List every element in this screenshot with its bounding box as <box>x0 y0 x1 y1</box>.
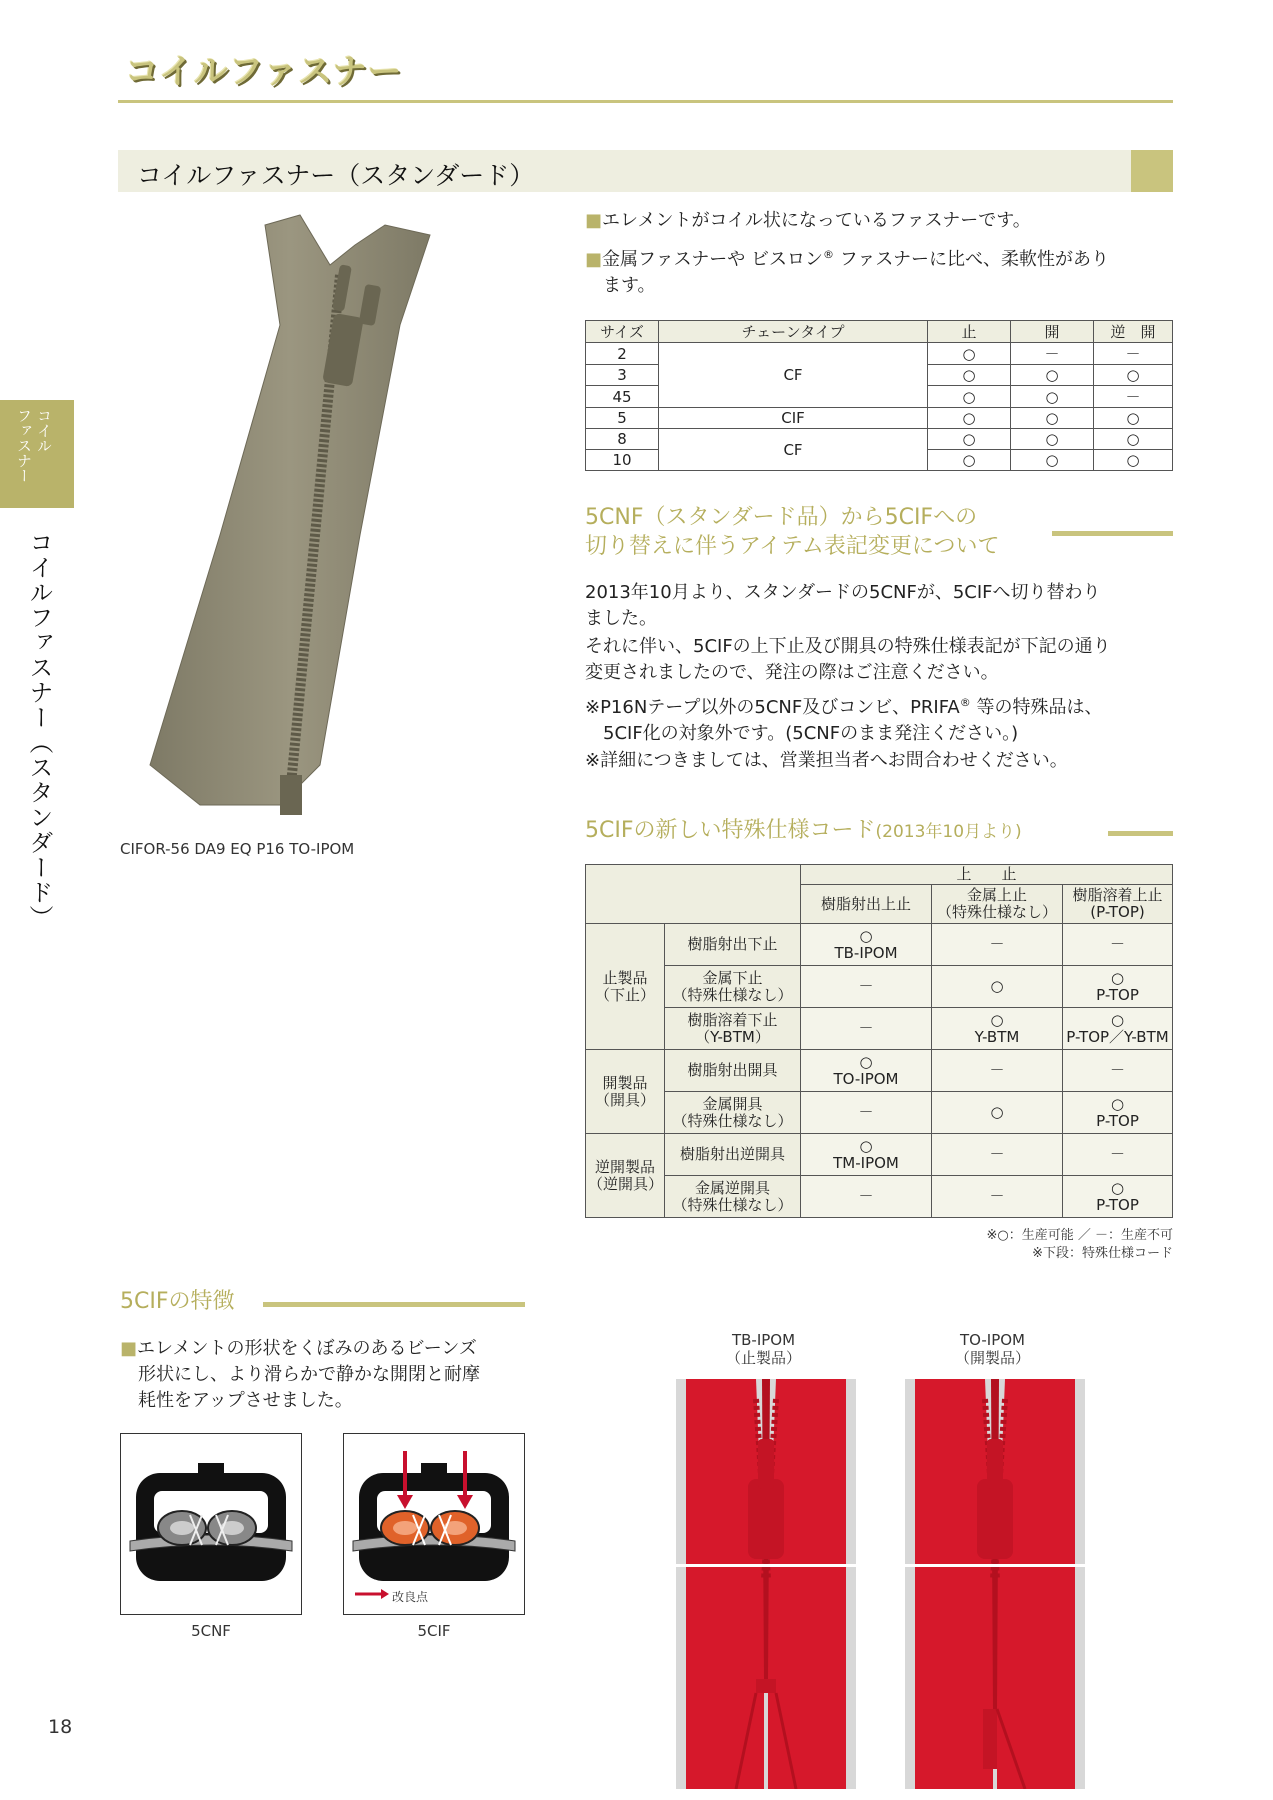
feature-text: ■エレメントの形状をくぼみのあるビーンズ 形状にし、より滑らかで静かな開閉と耐摩 耗性をアップさせました。 <box>120 1338 480 1411</box>
notice-heading-rule <box>1052 531 1173 536</box>
spec-table-header: 樹脂射出上止 金属上止 （特殊仕様なし） 樹脂溶着上止 (P-TOP) <box>586 885 1173 924</box>
table-row: 樹脂溶着下止 （Y-BTM） － ○ Y-BTM ○ P-TOP／Y-BTM <box>586 1008 1173 1050</box>
spec-table-header-top: 上 止 <box>586 865 1173 885</box>
diagram-legend: 改良点 <box>392 1590 429 1604</box>
photo-tb-ipom <box>676 1379 856 1789</box>
size-table-header: サイズ チェーンタイプ 止 開 逆 開 <box>586 321 1173 343</box>
bullet-square-icon: ■ <box>585 210 603 231</box>
banner-title: コイルファスナー <box>125 52 403 92</box>
side-tab-label: コイル ファスナー <box>15 408 53 483</box>
table-row: 金属逆開具 （特殊仕様なし） － － ○ P-TOP <box>586 1176 1173 1218</box>
product-zipper-photo <box>130 205 570 825</box>
table-row: 5 CIF ○ ○ ○ <box>586 408 1173 429</box>
feature-heading-rule <box>263 1302 525 1307</box>
notice-heading-line1: 5CNF（スタンダード品）から5CIFへの <box>585 505 978 530</box>
notice-paragraph-2: それに伴い、5CIFの上下止及び開具の特殊仕様表記が下記の通り 変更されましたので、発注の際はご注意ください。 <box>585 636 1111 683</box>
notice-paragraph-3: ※P16Nテープ以外の5CNF及びコンビ、PRIFA® 等の特殊品は、 5CIF化の対象外です。(5CNFのまま発注ください。) <box>585 696 1103 744</box>
diagram-caption-5cif: 5CIF <box>417 1622 451 1640</box>
size-table <box>585 320 1173 471</box>
table-row: 3 ○ ○ ○ <box>586 365 1173 386</box>
table-row: 2 CF ○ － － <box>586 343 1173 365</box>
table-row: 開製品 （開具） 樹脂射出開具 ○ TO-IPOM － － <box>586 1050 1173 1092</box>
photo-caption-to-ipom: TO-IPOM （開製品） <box>954 1331 1030 1367</box>
section-accent <box>1131 150 1173 192</box>
banner-rule <box>118 100 1173 103</box>
notice-heading-line2: 切り替えに伴うアイテム表記変更について <box>585 534 1000 559</box>
notice-paragraph-1: 2013年10月より、スタンダードの5CNFが、5CIFへ切り替わり ました。 <box>585 582 1101 629</box>
table-row: 逆開製品 （逆開具） 樹脂射出逆開具 ○ TM-IPOM － － <box>586 1134 1173 1176</box>
diagram-caption-5cnf: 5CNF <box>191 1622 231 1640</box>
table-row: 金属下止 （特殊仕様なし） － ○ ○ P-TOP <box>586 966 1173 1008</box>
side-vertical-title: コイルファスナー（スタンダード） <box>25 530 53 930</box>
table-row: 金属開具 （特殊仕様なし） － ○ ○ P-TOP <box>586 1092 1173 1134</box>
page-number: 18 <box>48 1716 73 1738</box>
photo-caption-tb-ipom: TB-IPOM （止製品） <box>725 1331 801 1367</box>
side-tab[interactable] <box>0 400 74 508</box>
intro-bullet-2: ■金属ファスナーや ビスロン® ファスナーに比べ、柔軟性があり ます。 <box>585 248 1110 296</box>
bullet-square-icon: ■ <box>585 249 603 270</box>
table-row: 8 CF ○ ○ ○ <box>586 429 1173 450</box>
element-diagram-5cnf <box>120 1433 302 1615</box>
notice-paragraph-4: ※詳細につきましては、営業担当者へお問合わせください。 <box>585 750 1068 771</box>
bullet-square-icon: ■ <box>120 1338 138 1359</box>
table-row: 10 ○ ○ ○ <box>586 450 1173 471</box>
table-row: 45 ○ ○ － <box>586 386 1173 408</box>
spec-heading: 5CIFの新しい特殊仕様コード(2013年10月より) <box>585 818 1022 843</box>
photo-to-ipom <box>905 1379 1085 1789</box>
element-diagram-5cif <box>343 1433 525 1615</box>
spec-notes: ※○：生産可能 ／ －：生産不可 ※下段：特殊仕様コード <box>986 1228 1173 1261</box>
intro-bullet-1: ■エレメントがコイル状になっているファスナーです。 <box>585 210 1031 231</box>
spec-table <box>585 864 1173 1218</box>
spec-heading-rule <box>1108 831 1173 836</box>
product-caption: CIFOR-56 DA9 EQ P16 TO-IPOM <box>120 840 355 858</box>
feature-heading: 5CIFの特徴 <box>120 1289 235 1314</box>
table-row: 止製品 （下止） 樹脂射出下止 ○ TB-IPOM － － <box>586 924 1173 966</box>
section-title: コイルファスナー（スタンダード） <box>137 161 535 190</box>
